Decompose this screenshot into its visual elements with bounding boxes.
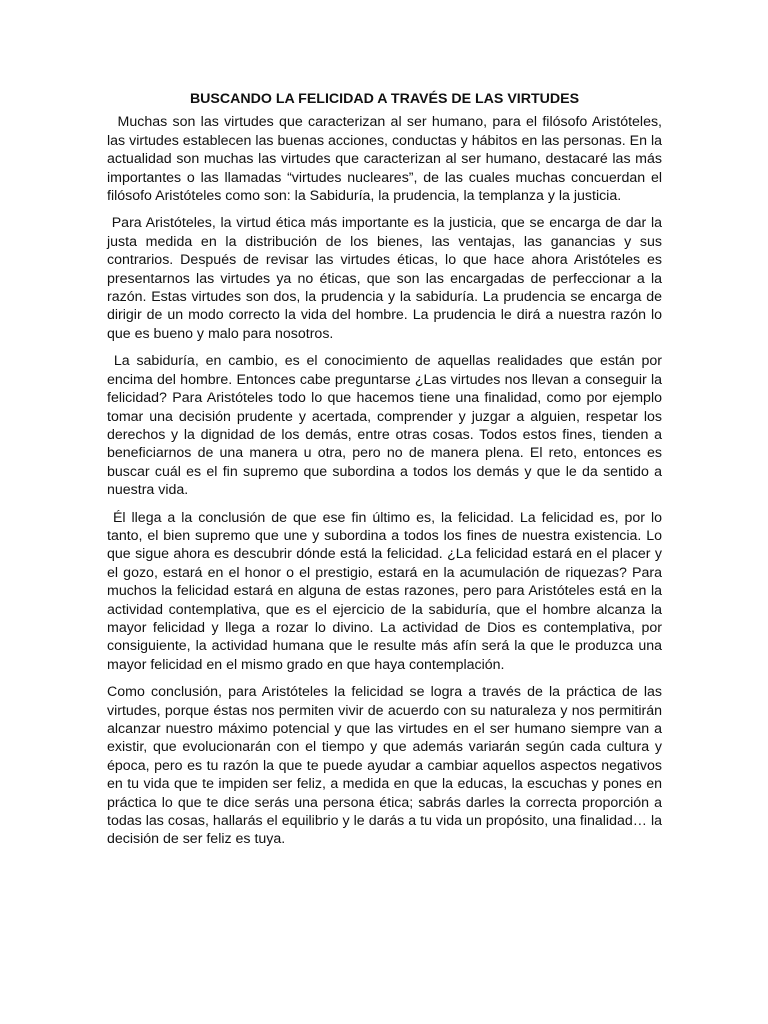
- paragraph-2: Para Aristóteles, la virtud ética más importante es la justicia, que se encarga de dar la justa medida en la distribución de los bienes, las ventajas, las ganancias y sus contrarios. Después de revisar las virtudes éticas, lo que hace ahora Aristóteles es presentarnos las virtudes ya no éticas, que son las encargadas de perfeccionar a la razón. Estas virtudes son dos, la prudencia y la sabiduría. La prudencia se encarga de dirigir de un modo correcto la vida del hombre. La prudencia le dirá a nuestra razón lo que es bueno y malo para nosotros.: [107, 215, 662, 342]
- paragraph-1: Muchas son las virtudes que caracterizan al ser humano, para el filósofo Aristóteles, las virtudes establecen las buenas acciones, conductas y hábitos en las personas. En la actualidad son muchas las virtudes que caracterizan al ser humano, destacaré las más importantes o las llamadas “virtudes nucleares”, de las cuales muchas concuerdan el filósofo Aristóteles como son: la Sabiduría, la prudencia, la templanza y la justicia.: [107, 114, 662, 205]
- paragraph-4: Él llega a la conclusión de que ese fin último es, la felicidad. La felicidad es, por lo tanto, el bien supremo que une y subordina a todos los fines de nuestra existencia. Lo que sigue ahora es descubrir dónde está la felicidad. ¿La felicidad estará en el placer y el gozo, estará en el honor o el prestigio, estará en la acumulación de riquezas? Para muchos la felicidad estará en alguna de estas razones, pero para Aristóteles está en la actividad contemplativa, que es el ejercicio de la sabiduría, que el hombre alcanza la mayor felicidad y llega a rozar lo divino. La actividad de Dios es contemplativa, por consiguiente, la actividad humana que le resulte más afín será la que le produzca una mayor felicidad en el mismo grado en que haya contemplación.: [107, 509, 662, 673]
- paragraph-3: La sabiduría, en cambio, es el conocimiento de aquellas realidades que están por encima del hombre. Entonces cabe preguntarse ¿Las virtudes nos llevan a conseguir la felicidad? Para Aristóteles todo lo que hacemos tiene una finalidad, como por ejemplo tomar una decisión prudente y acertada, comprender y juzgar a alguien, respetar los derechos y la dignidad de los demás, entre otras cosas. Todos estos fines, tienden a beneficiarnos de una manera u otra, pero no de manera plena. El reto, entonces es buscar cuál es el fin supremo que subordina a todos los demás y que le da sentido a nuestra vida.: [107, 353, 662, 499]
- document-body: [107, 90, 662, 858]
- paragraph-5: Como conclusión, para Aristóteles la felicidad se logra a través de la práctica de las virtudes, porque éstas nos permiten vivir de acuerdo con su naturaleza y nos permitirán alcanzar nuestro máximo potencial y que las virtudes en el ser humano siempre van a existir, que evolucionarán con el tiempo y que además variarán según cada cultura y época, pero es tu razón la que te puede ayudar a cambiar aquellos aspectos negativos en tu vida que te impiden ser feliz, a medida en que la educas, la escuchas y pones en práctica lo que te dice serás una persona ética; sabrás darles la correcta proporción a todas las cosas, hallarás el equilibrio y le darás a tu vida un propósito, una finalidad… la decisión de ser feliz es tuya.: [107, 684, 662, 848]
- document-title: BUSCANDO LA FELICIDAD A TRAVÉS DE LAS VIRTUDES: [189, 91, 580, 107]
